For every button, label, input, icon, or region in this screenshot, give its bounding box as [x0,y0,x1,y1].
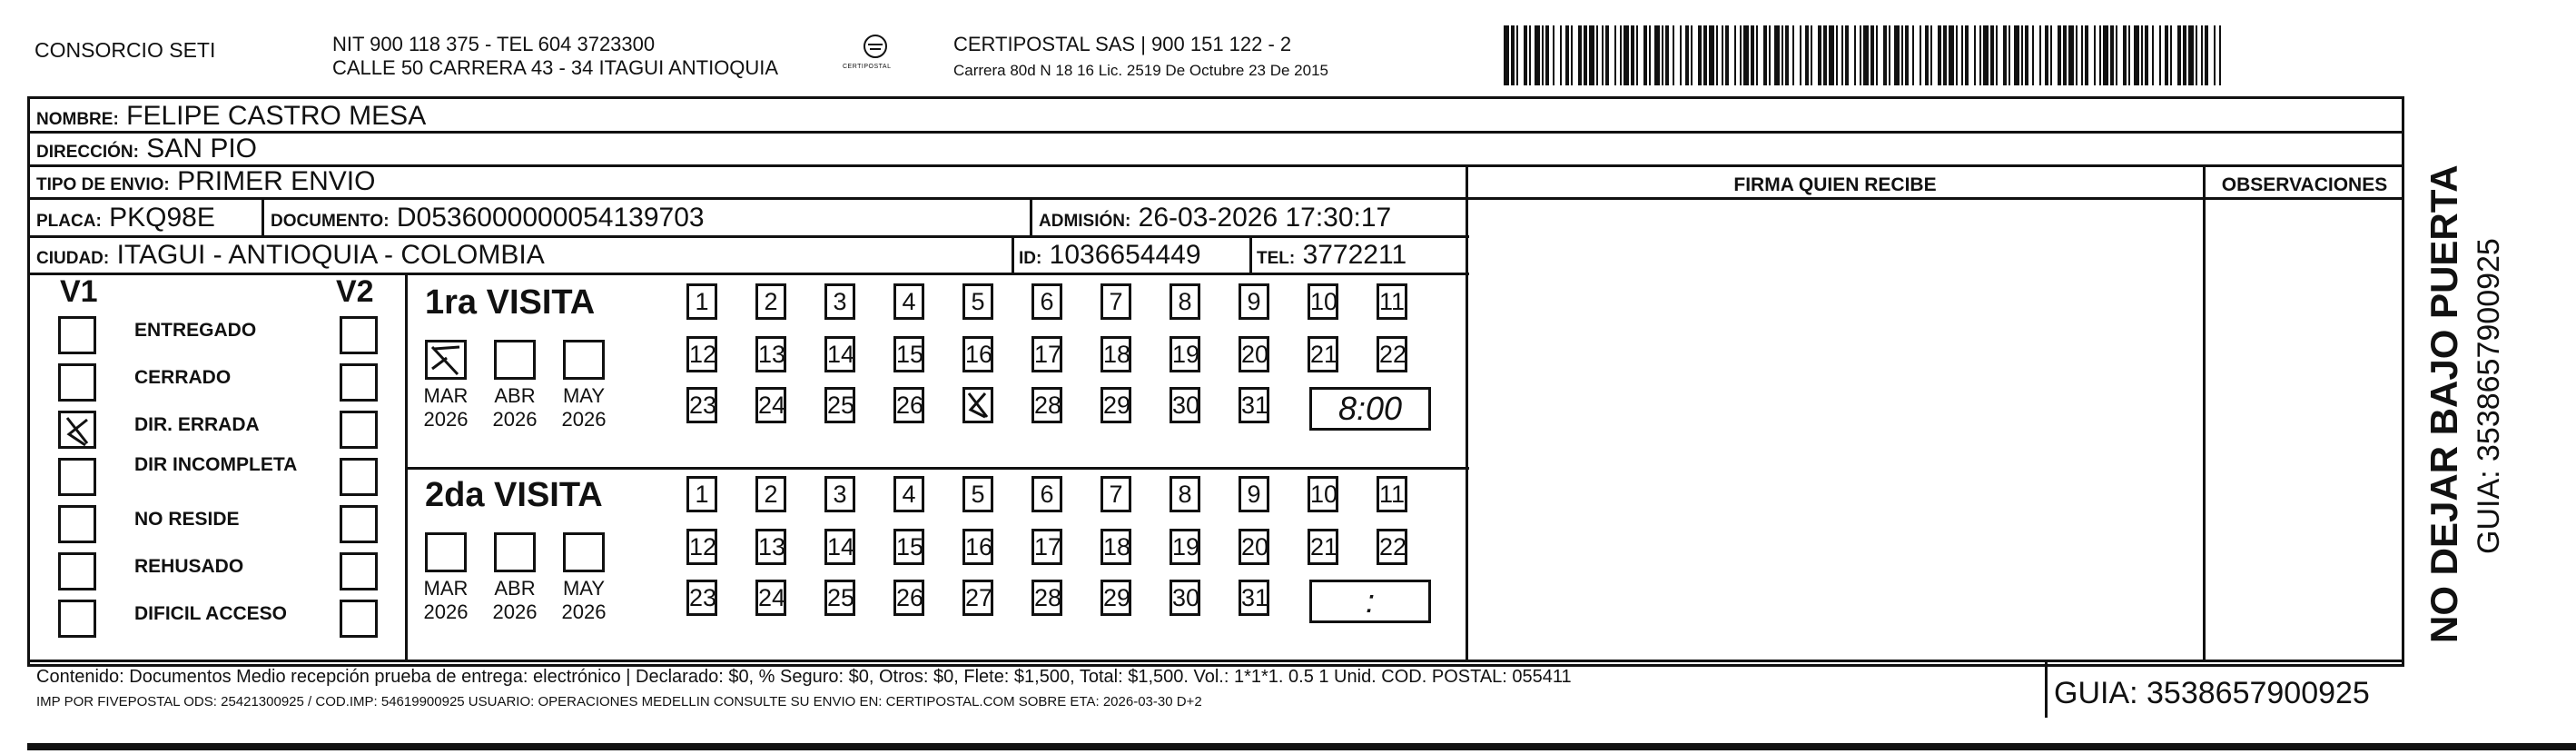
visit2-day-12[interactable]: 12 [686,529,717,565]
visit1-day-28[interactable]: 28 [1031,387,1062,423]
visit1-day-13[interactable]: 13 [755,336,786,372]
visit1-month-year-may: 2026 [561,408,607,431]
v1-checkbox-cerrado[interactable] [58,363,96,402]
visit2-day-10[interactable]: 10 [1308,476,1338,512]
visit1-month-box-may[interactable] [563,340,605,380]
barcode [1504,25,2230,85]
nombre-label: NOMBRE: [36,110,119,129]
side-guia: GUIA: 3538657900925 [2472,238,2506,554]
address-line: CALLE 50 CARRERA 43 - 34 ITAGUI ANTIOQUIA [332,56,779,79]
visit1-day-14[interactable]: 14 [824,336,855,372]
tipo-envio-field [36,165,375,202]
visit2-day-24[interactable]: 24 [755,580,786,616]
visit2-month-box-mar[interactable] [425,532,467,572]
visit2-day-6[interactable]: 6 [1031,476,1062,512]
visit2-day-2[interactable]: 2 [755,476,786,512]
placa-field [36,202,215,238]
v2-checkbox-dificil-acceso[interactable] [340,600,378,638]
visit2-month-box-abr[interactable] [494,532,536,572]
visit1-day-12[interactable]: 12 [686,336,717,372]
visit1-month-label-may: MAY [562,384,606,407]
id-label: ID: [1019,249,1042,268]
visit2-day-17[interactable]: 17 [1031,529,1062,565]
visit1-day-29[interactable]: 29 [1100,387,1131,423]
visit1-month-check-icon [427,342,465,378]
v2-checkbox-rehusado[interactable] [340,552,378,590]
documento-value: D0536000000054139703 [396,203,705,233]
v1-checkbox-dir-incompleta[interactable] [58,458,96,496]
v2-checkbox-cerrado[interactable] [340,363,378,402]
visit2-day-9[interactable]: 9 [1239,476,1269,512]
status-label-no-reside: NO RESIDE [134,509,240,530]
visit2-month-year-abr: 2026 [492,600,538,623]
ciudad-value: ITAGUI - ANTIOQUIA - COLOMBIA [116,240,545,270]
status-label-dificil-acceso: DIFICIL ACCESO [134,603,288,624]
nombre-field [36,100,426,136]
direccion-label: DIRECCIÓN: [36,143,139,162]
visit2-day-8[interactable]: 8 [1170,476,1200,512]
visit2-day-25[interactable]: 25 [824,580,855,616]
visit2-day-27[interactable]: 27 [962,580,993,616]
visit2-day-14[interactable]: 14 [824,529,855,565]
visit1-day-19[interactable]: 19 [1170,336,1200,372]
visit1-day-24[interactable]: 24 [755,387,786,423]
visit2-month-year-mar: 2026 [423,600,469,623]
logo-text: CERTIPOSTAL [843,64,892,70]
visit1-day-3[interactable]: 3 [824,283,855,320]
visit1-month-box-abr[interactable] [494,340,536,380]
visit1-day-15[interactable]: 15 [893,336,924,372]
id-field [1019,239,1201,275]
visit2-day-23[interactable]: 23 [686,580,717,616]
visit1-day-21[interactable]: 21 [1308,336,1338,372]
visit1-month-label-mar: MAR [423,384,469,407]
status-label-cerrado: CERRADO [134,367,232,388]
documento-label: DOCUMENTO: [271,212,390,231]
visit2-day-15[interactable]: 15 [893,529,924,565]
visit2-day-26[interactable]: 26 [893,580,924,616]
visit2-month-label-abr: ABR [494,577,536,600]
tel-value: 3772211 [1302,240,1407,270]
visit2-time-field[interactable]: : [1309,580,1431,623]
admision-value: 26-03-2026 17:30:17 [1138,203,1392,233]
placa-label: PLACA: [36,212,102,231]
visit1-day-31[interactable]: 31 [1239,387,1269,423]
visit1-day-5[interactable]: 5 [962,283,993,320]
visit1-day-26[interactable]: 26 [893,387,924,423]
visit1-day-20[interactable]: 20 [1239,336,1269,372]
v1-checkbox-rehusado[interactable] [58,552,96,590]
visit1-day-27-marked[interactable] [962,387,993,423]
admision-field [1039,202,1391,238]
v2-checkbox-dir-errada[interactable] [340,411,378,449]
visit1-day-10[interactable]: 10 [1308,283,1338,320]
id-value: 1036654449 [1049,240,1201,270]
v2-checkbox-dir-incompleta[interactable] [340,458,378,496]
visit1-time-field[interactable]: 8:00 [1309,387,1431,431]
visit2-day-21[interactable]: 21 [1308,529,1338,565]
visit2-day-18[interactable]: 18 [1100,529,1131,565]
side-warning: NO DEJAR BAJO PUERTA [2423,164,2465,643]
status-label-entregado: ENTREGADO [134,320,257,341]
visit1-month-label-abr: ABR [494,384,536,407]
visit1-day-17[interactable]: 17 [1031,336,1062,372]
visit1-day-16[interactable]: 16 [962,336,993,372]
certipostal-logo-icon [857,33,893,60]
v1-checkbox-no-reside[interactable] [58,505,96,543]
visit2-day-16[interactable]: 16 [962,529,993,565]
status-label-dir-errada: DIR. ERRADA [134,414,260,435]
v1-checkbox-dificil-acceso[interactable] [58,600,96,638]
visit1-day-23[interactable]: 23 [686,387,717,423]
visit1-day-30[interactable]: 30 [1170,387,1200,423]
nombre-value: FELIPE CASTRO MESA [126,101,427,131]
tel-label: TEL: [1257,249,1296,268]
imp-line: IMP POR FIVEPOSTAL ODS: 25421300925 / COD.IMP: 54619900925 USUARIO: OPERACIONES MEDELLIN CONSULTE SU ENVIO EN: CERTIPOSTAL.COM SOBRE ETA: 2026-03-30 D+2 [36,694,1202,709]
v1-label: V1 [60,274,98,309]
visit1-day-9[interactable]: 9 [1239,283,1269,320]
visit2-title: 2da VISITA [425,476,603,514]
tel-field [1257,239,1406,275]
visit2-month-label-mar: MAR [423,577,469,600]
visit2-month-box-may[interactable] [563,532,605,572]
license-line: Carrera 80d N 18 16 Lic. 2519 De Octubre 23 De 2015 [953,62,1328,79]
visit2-month-label-may: MAY [562,577,606,600]
contenido-line: Contenido: Documentos Medio recepción prueba de entrega: electrónico | Declarado: $0, % Seguro: $0, Otros: $0, Flete: $1,500, Total: $1,500. Vol.: 1*1*1. 0.5 1 Unid. COD. POSTAL: 055411 [36,667,1572,687]
direccion-value: SAN PIO [146,134,257,164]
visit2-day-5[interactable]: 5 [962,476,993,512]
visit2-day-11[interactable]: 11 [1377,476,1407,512]
v2-label: V2 [336,274,374,309]
visit2-day-1[interactable]: 1 [686,476,717,512]
visit2-day-30[interactable]: 30 [1170,580,1200,616]
v1-checkbox-entregado[interactable] [58,316,96,354]
footer-guia: GUIA: 3538657900925 [2054,676,2370,710]
visit2-day-28[interactable]: 28 [1031,580,1062,616]
status-label-rehusado: REHUSADO [134,556,244,577]
visit1-day-2[interactable]: 2 [755,283,786,320]
visit2-day-4[interactable]: 4 [893,476,924,512]
visit1-day-18[interactable]: 18 [1100,336,1131,372]
visit1-title: 1ra VISITA [425,283,596,322]
visit2-month-year-may: 2026 [561,600,607,623]
company-name: CONSORCIO SETI [35,38,216,62]
certipostal-line: CERTIPOSTAL SAS | 900 151 122 - 2 [953,33,1292,55]
v2-checkbox-no-reside[interactable] [340,505,378,543]
tipo-envio-label: TIPO DE ENVIO: [36,175,170,194]
visit1-month-year-abr: 2026 [492,408,538,431]
firma-header: FIRMA QUIEN RECIBE [1733,174,1937,195]
visit1-day-4[interactable]: 4 [893,283,924,320]
v2-checkbox-entregado[interactable] [340,316,378,354]
admision-label: ADMISIÓN: [1039,212,1131,231]
visit1-day-1[interactable]: 1 [686,283,717,320]
visit1-day-6[interactable]: 6 [1031,283,1062,320]
documento-field [271,202,705,238]
nit-line: NIT 900 118 375 - TEL 604 3723300 [332,33,656,55]
placa-value: PKQ98E [109,203,215,233]
ciudad-label: CIUDAD: [36,249,110,268]
visit2-day-29[interactable]: 29 [1100,580,1131,616]
visit2-day-22[interactable]: 22 [1377,529,1407,565]
observaciones-header: OBSERVACIONES [2221,174,2388,195]
v1-check-mark-icon [60,412,96,449]
visit1-day-25[interactable]: 25 [824,387,855,423]
visit2-day-20[interactable]: 20 [1239,529,1269,565]
visit1-month-year-mar: 2026 [423,408,469,431]
ciudad-field [36,239,545,275]
visit2-day-13[interactable]: 13 [755,529,786,565]
visit1-day-8[interactable]: 8 [1170,283,1200,320]
visit2-day-3[interactable]: 3 [824,476,855,512]
visit1-day-22[interactable]: 22 [1377,336,1407,372]
direccion-field [36,133,257,169]
status-label-dir-incompleta: DIR INCOMPLETA [134,454,298,475]
visit2-day-19[interactable]: 19 [1170,529,1200,565]
visit1-day-11[interactable]: 11 [1377,283,1407,320]
visit2-day-31[interactable]: 31 [1239,580,1269,616]
visit1-day-7[interactable]: 7 [1100,283,1131,320]
visit2-day-7[interactable]: 7 [1100,476,1131,512]
tipo-envio-value: PRIMER ENVIO [177,166,376,196]
